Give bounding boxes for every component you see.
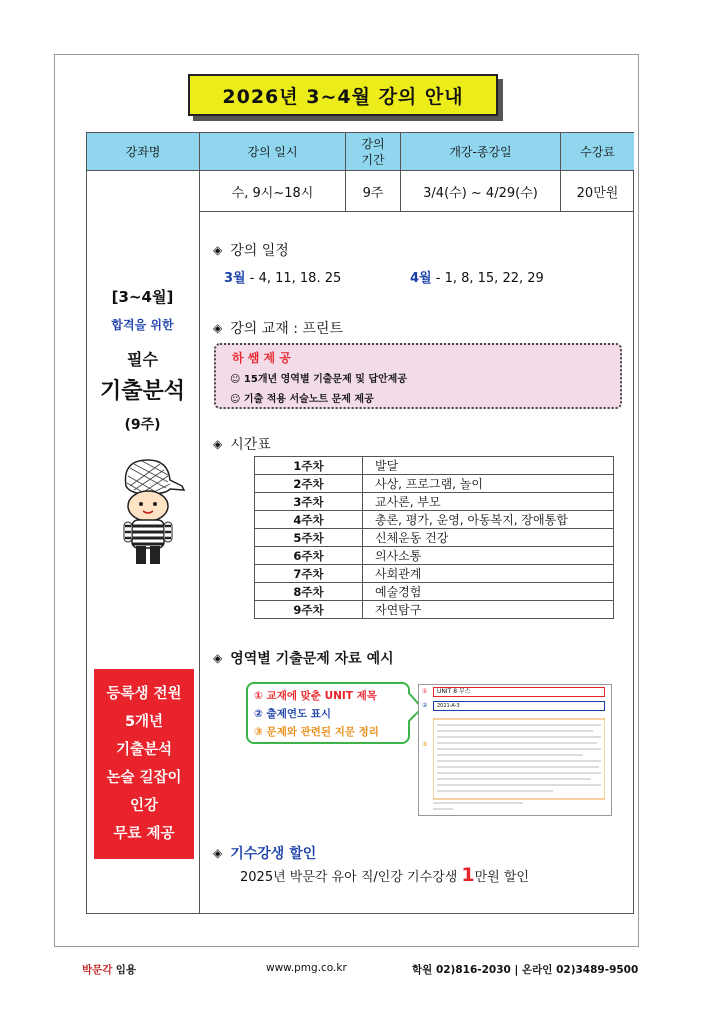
header-dates: 개강-종강일 [401,133,561,171]
thumb-passage-lines [433,715,605,811]
callout-year: ② 출제연도 표시 [254,708,332,720]
topic-cell: 발달 [363,457,614,475]
header-period: 강의 기간 [346,133,401,171]
example-callout-box [246,682,410,744]
table-row [255,511,614,529]
cell-dates: 3/4(수) ~ 4/29(수) [401,171,561,212]
topic-cell: 예술경험 [363,583,614,601]
week-cell: 9주차 [255,601,363,619]
table-row [255,475,614,493]
chef-mascot-illustration [108,456,188,568]
diamond-bullet-icon: ◈ [213,651,223,665]
example-document-thumbnail [418,684,612,816]
topic-cell: 총론, 평가, 운영, 아동복지, 장애통합 [363,511,614,529]
week-cell: 2주차 [255,475,363,493]
marker-1: ① [422,688,428,695]
topic-cell: 교사론, 부모 [363,493,614,511]
table-row [255,529,614,547]
diamond-bullet-icon: ◈ [213,437,223,451]
course-weeks: (9주) [124,417,161,433]
schedule-april [410,267,544,286]
materials-box-title: 하 쌤 제 공 [232,351,291,365]
table-row [255,493,614,511]
table-row [255,457,614,475]
timetable [254,456,614,619]
marker-2: ② [422,702,428,709]
section-timetable-heading [213,434,271,454]
section-example-title: 영역별 기출문제 자료 예시 [230,651,394,667]
marker-3: ③ [422,741,428,748]
diamond-bullet-icon: ◈ [213,321,223,335]
promo-line: 인강 [129,798,158,814]
promo-line: 등록생 전원 [106,686,182,702]
table-row [255,547,614,565]
cell-fee: 20만원 [561,171,634,212]
week-cell: 5주차 [255,529,363,547]
topic-cell: 자연탐구 [363,601,614,619]
promo-line: 무료 제공 [113,826,175,842]
march-label: 3월 [224,271,246,286]
schedule-march [224,267,341,286]
section-discount-heading [213,843,316,863]
discount-text-after: 만원 할인 [474,870,529,885]
topic-cell: 의사소통 [363,547,614,565]
materials-item: ☺ 기출 적용 서술노트 문제 제공 [230,394,374,405]
march-dates: - 4, 11, 18. 25 [245,271,342,286]
section-discount-title: 기수강생 할인 [230,846,317,862]
footer-brand [82,962,136,977]
diamond-bullet-icon: ◈ [213,243,223,257]
footer-logo-text: 박문각 [82,964,113,976]
promo-box [94,669,194,859]
table-row [255,583,614,601]
promo-line: 논술 길잡이 [106,770,182,786]
april-label: 4월 [410,271,432,286]
week-cell: 4주차 [255,511,363,529]
page-title: 2026년 3~4월 강의 안내 [188,74,498,116]
discount-text-before: 2025년 박문각 유아 직/인강 기수강생 [240,870,462,885]
week-cell: 1주차 [255,457,363,475]
header-schedule: 강의 일시 [200,133,346,171]
topic-cell: 신체운동 건강 [363,529,614,547]
footer-url[interactable]: www.pmg.co.kr [266,962,347,974]
callout-passage: ③ 문제와 관련된 지문 정리 [254,726,379,738]
discount-amount: 1 [461,864,475,886]
promo-line: 5개년 [124,714,164,730]
section-materials-heading [213,318,343,338]
cell-period: 9주 [346,171,401,212]
april-dates: - 1, 8, 15, 22, 29 [431,271,544,286]
week-cell: 3주차 [255,493,363,511]
week-cell: 6주차 [255,547,363,565]
course-months: [3~4월] [111,288,174,306]
section-schedule-heading [213,240,289,260]
materials-box [214,343,622,409]
discount-text [240,864,529,886]
thumb-year: 2021-A-3 [433,701,605,711]
topic-cell: 사회관계 [363,565,614,583]
course-must: 필수 [127,350,158,369]
header-fee: 수강료 [561,133,634,171]
header-course-name: 강좌명 [87,133,200,171]
diamond-bullet-icon: ◈ [213,846,223,860]
table-row [255,565,614,583]
course-name: 기출분석 [99,379,185,404]
section-schedule-title: 강의 일정 [230,243,289,259]
course-subtitle: 합격을 위한 [111,318,174,332]
callout-unit-title: ① 교재에 맞춘 UNIT 제목 [254,690,377,702]
promo-line: 기출분석 [115,742,173,758]
section-materials-title: 강의 교재 : 프린트 [230,321,343,337]
table-row [255,601,614,619]
week-cell: 7주차 [255,565,363,583]
week-cell: 8주차 [255,583,363,601]
footer-logo-suffix: 임용 [115,964,137,976]
cell-schedule: 수, 9시~18시 [200,171,346,212]
topic-cell: 사상, 프로그램, 놀이 [363,475,614,493]
materials-item: ☺ 15개년 영역별 기출문제 및 답안제공 [230,374,407,385]
section-timetable-title: 시간표 [230,437,271,453]
section-example-heading [213,648,394,668]
footer-contact: 학원 02)816-2030 | 온라인 02)3489-9500 [412,964,639,976]
thumb-unit-title: UNIT 8 부스 [433,687,605,697]
